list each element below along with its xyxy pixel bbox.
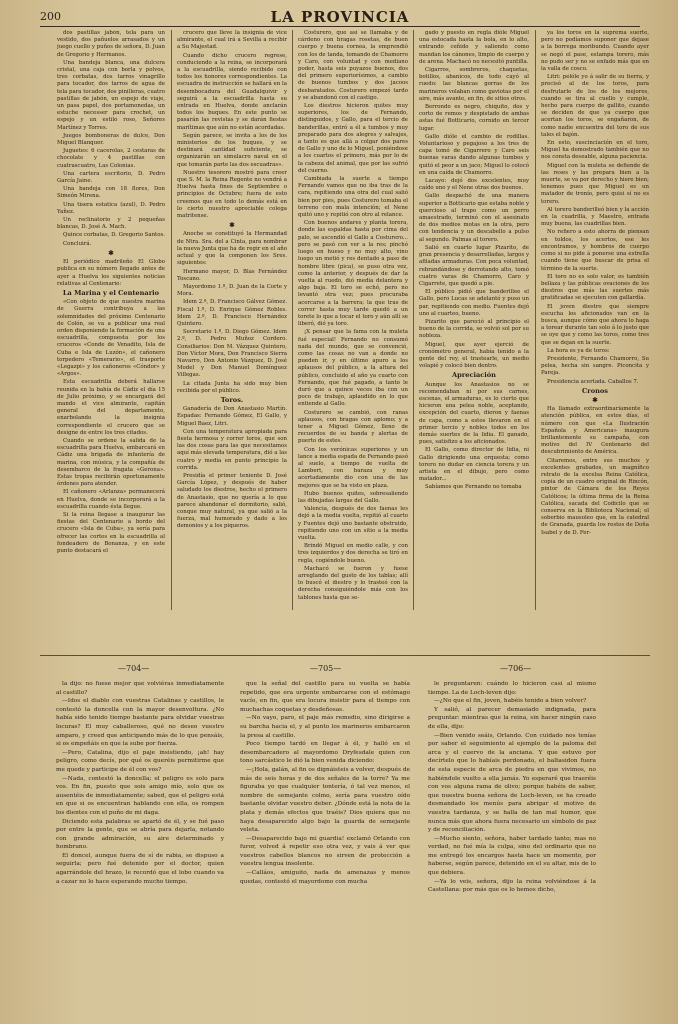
paragraph: Gallo dióle el cambio de rodillas. Voluntarioso y pegajoso a los tres de capa tomó de Cigarrero y Caro seis buenas varas dando algunas tumbos y quitó el peor a un jaco; Miguel lo colocó en una caída de Chamorro. bbox=[419, 133, 529, 176]
paragraph: Miguel, que ayer ejerció de cronómetro general, había tenido a la gente del rey, el trastearle, un medio volapié y colocó bien dentro. bbox=[419, 341, 529, 370]
paragraph: La hora es ya de toros: bbox=[547, 347, 610, 354]
folio-left: —704— bbox=[118, 664, 150, 673]
serial-paragraph: Diciendo esta palabras se apartó de él, y se fué paso por entre la gente, que se abría para dejarla, notando con grande admiración, su aire determinado y hombruno. bbox=[56, 818, 224, 851]
paragraph: Anoche se constituyó la Hermandad de Ntra. Sra. del a Cinta, para nombrar la nueva Junta que ha de regir en el año actual y que la componen los Sres. siguientes: bbox=[177, 231, 287, 267]
column-divider bbox=[413, 30, 414, 610]
article-column-1 bbox=[57, 30, 165, 615]
serial-paragraph: —Bien venido seáis, Orlando. Con cuidado nos tenías por saber el seguimiento al ejemplo de la paloma del arca y el cuervo de la anciana. Y que estuvo por decírtelo que lo habíais perdonado, el baltasidon fuera de esta especie de arca de piedra en que vivimos, no habiéndole vuelto a ella jamás. Yo esperaré que traeréis con vos alguna rama de olivo; porque habéis de saber, que nuestra buena señora de Loch-leven, se ha creado desmandado los menús para abrigar el motivo de vuestra tardanza, y se halla de tan mal humor, que nunca más que ahora fuera necesario un símbolo de paz y de reconciliación. bbox=[428, 732, 596, 834]
paragraph: Esta escuadrilla deberá hallarse reunida en la bahía de Cádiz el día 15 de Julio próximo, y se encargará del mando el vice almirante, capitán general del departamento, enarbolando la insignia correspondiente el crucero que se designe de entre los tres citados. bbox=[57, 379, 165, 436]
paragraph: ya los toros en la suprema suerte, pero no podíamos suponer que dejase a la borrega moribundo. Cuando ayer se negó el pase, estampa torero, más no pudo ser y no se enfado más que en la valla de cosco. bbox=[541, 30, 649, 73]
paragraph: Gallo despachó de una manera superior a Botticario que estaba noble y quercioso al trapo como un perro amaestrado, terminó con el asesinato de dos medios motas en la otra, pero con tendencia y un descabello a pulso al segundo. Palmas al torero. bbox=[419, 193, 529, 243]
paragraph: ¡X pensar que la fama con la muleta fué especial! Fernando no consumó nada del mundo, que se convenció, como las cosas no van a donde no pueden ir, y en último apuro a los aplausos del público, a la altura del público, concluido el año ya cuarto con Fernando, que fué pagado, a tanto le duró que a quince veces iba con un poco de trabajo, aplaudido en lo que entiende al Gallo. bbox=[298, 329, 408, 408]
paragraph: El toro no es solo valor, es también bellaza y las públicas ovaciones de los diestros que más las suertes más gratificadas se ejecuten con gallardía. bbox=[541, 273, 649, 302]
paragraph: Citaremos, entre sus muchos y excelentes grabados, un magnífico retrato de la excelsa Reina Católica, copia de un cuadro original de Rincón, pintor de Cámara de los Reyes Católicos; la última firma de la Reina Católica, sacada del Codicilo que se conserva en la Biblioteca Nacional; el soberbio mausoleo que, en la catedral de Granada, guarda los restos de Doña Isabel y de D. Fer- bbox=[541, 457, 649, 536]
masthead bbox=[40, 8, 640, 27]
paragraph: Con buenos andares y planta torera, donde las espaldas hasta por cima del palo, se ascendió el Gallo a Costurero... pero se pasó con ver a la res; pinchó luego en hueso y no muy alto, vino luego un metió y res dentado a paso de hombre libre (pica), se puso otra vez, como la anterior, y después de dar la vuelta al ruedo, dió media delantera y algo baja. El toro se echó, pero no levantó otra vez; pues procuraba acercarse a la barrera; la que tras de correr hasta muy tarde quedó a un torete lo que a tocar el toro y aún allí se liberó, dió ya toro. bbox=[298, 220, 408, 328]
paragraph: dos pastillas jabón, tela para un vestido, dos pañuelos arrasados y un juego cuello y puños de señora, D. Juan de Gregorio y Hermanos. bbox=[57, 30, 165, 58]
paragraph: Si la reina llegase a inaugurar las fiestas del Centenario a bordo del crucero «Isla de Cuba», ya sería para ofrecer las cortes en la escuadrilla al fondeadero de Bonanza, y en este punto destacará el bbox=[57, 512, 165, 555]
paragraph: crucero que lleve la insignia de vice almirante, el cual irá a Sevilla a recibir a Su Majestad. bbox=[177, 30, 287, 51]
paragraph: El Gallo, como director de lidia, ni Gallo dirigiendo una orquesta; como torero no dudar en ciencia torera y un artista en el dibujo, pero como matador... bbox=[419, 447, 529, 483]
paragraph: Juegos bomboneras de dulce, Don Miguel Blanquer. bbox=[57, 132, 165, 147]
paragraph: Cigarros, sombreros, chaquetas, botillos, abanicos, de todo cayó al ruedo: las blancas gorras de los marineros volaban como gaviotas por el aire, más avante, en fin, de sitios otros. bbox=[419, 67, 529, 102]
paragraph: En esto, suscinciación en el toro, Miguel ha demostrado también que no nos consta deseable, alguna paciencia. bbox=[541, 140, 649, 161]
serial-paragraph: Y salió, al parecer demasiado indignada, para preguntar: mientras que la reina, sin hacer ningún caso de ella, dijo: bbox=[428, 706, 596, 730]
column-divider bbox=[535, 30, 536, 610]
paragraph: gado y puesto en regla dióle Miguel una estocada hasta la bola, en lo alto, entrando ceñido y saliendo como mandan los cánones, limpio de cuerpo y de arena. Machacó no necesitó puntilla. bbox=[419, 30, 529, 65]
paragraph: Quince corbatas, D. Gregorio Santos. bbox=[63, 232, 165, 239]
paragraph: Pizarito que pareció al principio el bueno de la corrida, se volvió sol por su nobleza. bbox=[419, 318, 529, 340]
section-heading: ✱ bbox=[108, 248, 114, 257]
paragraph: Cambiada la suerte a tiempo Fernando vamos que no iba tras de la cara, repitiendo una otra del cual salió bien por pies, pues Costurero tomaba el terreno con mala intención; el Nene quitó uno y repitió con otro al relance. bbox=[298, 176, 408, 219]
paragraph: El joven diestro que siempre escucha los aficionados van en la busca, aunque cómo que ahora lo haga a torear durante tan solo á lo justo que se oye que y como las toros, como tres que se dejan en la suerte. bbox=[541, 303, 649, 346]
serial-paragraph: le preguntaren: cuándo lo hicieron casi al mismo tiempo. La de Loch-leven dijo: bbox=[428, 681, 596, 696]
serial-paragraph: —No vayo, paro, el paje más remedio, sino dirigirse a su barcha hacia el, y al punto los marineros embarcaron la presa al castillo. bbox=[240, 715, 410, 739]
paragraph: Con una temperatura apropiada para fiesta hermosa y correr toros, que son las dos cosas para las que necesitamos aquí más elevada temperatura, dió a las cuatro y media en punto principio la corrida. bbox=[177, 428, 287, 471]
section-divider bbox=[40, 655, 650, 656]
paragraph: Cuando se ordene la salida de la escuadrilla para Huelva, embarcará en Cádiz una brigada de infantería de marina, con música, y la compañía de desembarco de la fragata «Gerona». Estas tropas recibirán oportunamente órdenes para atender. bbox=[57, 437, 165, 488]
paragraph: Aunque los Anastasios no se recomendaban ni por sus carnes, escenas, el armaduras, es lo cierto que hicieron una pelea noble, aceptando, excepción del cuarto, dieron y faenas de capa, como a estos llevaron en el primer tercio y nobles todos en los demás suertes de la lidia. El ganado, pues, satisfizo a los aficionados. bbox=[419, 381, 529, 446]
paragraph: Machacó se fueron y fuese arreglando del gusto de los tablas; allí lo buscó el diestro y lo trasteó con la derecha consiguiéndole más con los tablones hasta que se- bbox=[298, 565, 408, 601]
paragraph: Costurero se cambió, con ranas aplausos, con bragas con aplomo; y a tener a Miguel Gómez, lleno de recuerdos de su banda y alertas de puerto de estes. bbox=[298, 409, 408, 445]
serial-paragraph: —Idos el diablo con vuestras Catalinas y castillos, le contestó la doncella con la mayor desenvoltura. ¿No había sido tenido tiempo bastante para olvidar vuestras locuras? El muy caballeroso, qué no deseo vuestro amparo, y creed que anticipando más de lo que pensáis, si os empeñáis en que la sube por fuerza. bbox=[56, 698, 224, 748]
paragraph: Berrondo es negro, chiquito, dos y corto de remos y despistado de ambas astas fué Botticario, cornido en tercer lugar. bbox=[419, 104, 529, 132]
paragraph: El público pidió que banderillee el Gallo, pero Lucas se adelantó y puso un par, repitiendo con medio. Fuentes dejó uno al cuarteo, bueno. bbox=[419, 289, 529, 317]
paragraph: Juguetes: 6 cacerolas, 2 cestaras de chocolate y 4 pastillas con cuatrascuatro, Las Colonias. bbox=[57, 148, 165, 169]
paragraph: Secretario 1.º, D. Diego Gómez. Idem 2.º, D. Pedro Muñoz Cordero. Consiliarios: Don M. Vázquez Quintero, Don Víctor Mora, Don Francisco Sierra Navarro, Don Antonio Vázquez, D. José Model y Don Manuel Domínguez Villegas. bbox=[177, 329, 287, 379]
serial-column-1 bbox=[56, 680, 224, 1010]
page-number: 200 bbox=[40, 10, 61, 23]
folio-center: —705— bbox=[310, 664, 342, 673]
paragraph: Una bandeja blanca, una dulcera cristal, una caja con borla y polvos, tres corbatas, dos tarros vinagrillo para tocador, dos tarros de agua de tela para tocador, dos pinilleras, cuatro pastillas de jabón, un espejo de viaje, un pasa papel, dos portamonedas, un estuche necesser para crochet, un espejo y un estilo roso, Señores Martínez y Torres. bbox=[57, 59, 165, 131]
serial-paragraph: —¡Hola, galán, al fin os dignáisteis a volver, después de más de seis horas y de dos señales de la torre? Ya me figuraba yo que cualquier tontería, ó tal vez menos, el nombre de semejante colmo, sería para vuestro oído bastante olvidar vuestro deber. ¿Dónde está la nota de la plata y demás efectos que traéis? Dios quiera que no haya desaparecido algo bajo la guarda de semejante veleta. bbox=[240, 766, 410, 834]
paragraph: Hermano mayor, D. Blas Fernández Toscano. bbox=[177, 268, 287, 282]
section-heading: ✱ bbox=[229, 221, 235, 230]
serial-paragraph: El doncel, aunque fuera de sí de rabia, se dispuso a seguirla; pero fué detenido por el doctor, quien agarrándole del brazo, le recordó que el lobo cuando va a cazar no lo hace esperando mucho tiempo. bbox=[56, 852, 224, 885]
paragraph: El cañonero «Arlanza» permanecerá en Huelva, donde se incorporará a la escuadrilla cuando ésta llegue. bbox=[57, 489, 165, 510]
paragraph: Cuando dicho crucero regrese, conduciendo a la reina, se incorporará a la escuadrilla, siendo recibido con todos los honores correspondientes. La escuadra de instrucción se hallará en la desembocadura del Guadalquivir y seguirá a la escuadrilla hasta su entrada en Huelva, donde anclarán todos los buques. En este punto se pasarán las revistas y se darán fiestas marítimas que aún no están acordadas. bbox=[177, 52, 287, 131]
paragraph: Ha llamado extraordinariamente la atención pública, en estos días, el número con que «La Ilustración Española y Americana» inaugura brillantemente su campaña, con motivo del IV Centenario del descubrimiento de América. bbox=[541, 406, 649, 456]
paragraph: Concluirá. bbox=[63, 240, 92, 247]
paragraph: Litri: pelóle yo á salir de su tierra, y precisó al de los toros, para desfrutarle de los de los mejores, cuando se tira al cuello y cumple, hecho para cuerpo de gallito, cuando se deciden de que ya cuerpo que acertan los toros, se engañaron, de como nadie encuentra del toro de sus tales el bajón. bbox=[541, 74, 649, 138]
folio-right: —706— bbox=[500, 664, 532, 673]
paragraph: Lacayo: dejó dos excelentes, muy caído uno y el Nene otras dos buenos. bbox=[419, 178, 529, 192]
section-heading: Cronos bbox=[581, 386, 609, 395]
paragraph: Costurero, que así se llamaba y de cárdeno con bragas rosetas, de buen cuerpo y buena cornea, la emprendió con los de tanda, tomando de Chamorro y Caro, con voluntad y con mediano poder, hasta seis puyazos buenos, dos del primero superiorísimos, a cambio de buenos tumbos y dos jacoos desbaratados. Costurero empezó tardo y se abandonó con el castigo. bbox=[298, 30, 408, 101]
paragraph: Sabíamos que Fernando no tomaba bbox=[425, 484, 522, 491]
article-column-3 bbox=[298, 30, 408, 615]
article-column-5 bbox=[541, 30, 649, 615]
paragraph: Salió en cuarto lugar Pizarito, de gran presencia y desarrolladas, largos y afiladas armaduras. Con poca voluntad, rebrandándose y derrotando alto, tomó cuatro varas de Chamorro, Caro y Cigarrete, que quedó a pie. bbox=[419, 244, 529, 287]
column-divider bbox=[171, 30, 172, 610]
article-column-4 bbox=[419, 30, 529, 615]
paragraph: «Con objeto de que nuestra marina de Guerra contribuya a las solemnidades del próximo Centenario de Colón, se va a publicar una real orden disponiendo la formación de una escuadrilla, compuesta por los cruceros «Conde de Venadito, Isla de Cuba e Isla de Luzón», el cañonero torpedero «Temerario», el trasporte «Legazpi» y los cañoneros «Cóndor» y «Argos». bbox=[57, 299, 165, 378]
paragraph: Idem 2.º, D. Francisco Gálvez Gómez. Fiscal 1.º, D. Enrique Gómez Robles. Idem 2.º, D. Francisco Hernández Quintero. bbox=[177, 299, 287, 327]
serial-paragraph: Poco tiempo tardó en llegar á él, y halló en el desembarcadero al mayordomo Dryfesdale quien con tono sarcástico le dió la bien venida diciendo: bbox=[240, 741, 410, 765]
section-heading: La Marina y el Centenario bbox=[62, 288, 160, 297]
paragraph: Mayordomo 1.º, D. Juan de la Corte y Mora. bbox=[177, 283, 287, 298]
paragraph: Presidía el primer teniente D. José García López, y después de haber saludado los diestros, hecho el primero de Anastasio, que no quería a lo que parece abandonar el dormitorio, salió, conque muy natural, ya que salió a la fuerza, mal humorado y dado a los demonios y a los piqueros. bbox=[177, 472, 287, 530]
paragraph: Los diestros hicieron quites muy superiores, los de Fernando, distinguidos, y Gallo, para el tercio de banderillas, entró a él a tumbos y muy preparado para dos alegres y salvajes, a tanto es que allá a colgar dos pares de Gallo y uno de lo Miguel, poniéndose a los cuartos el primero, más por lo de la cabeza del animal, que por las sufrió del cuerno. bbox=[298, 103, 408, 174]
serial-paragraph: —¿No que el fin, joven, habéis tenido a bien volver? bbox=[434, 698, 587, 705]
paragraph: Según parece, se invita a los de los ministerios de los buques, y se destinará cantidad suficiente, se organizarán un simulacro naval en el que tomarán parte las dos escuadras». bbox=[177, 132, 287, 168]
paragraph: Nuestro tesorero mostró para creer que S. M. la Reina Regente no vendrá a Huelva hasta fines de Septiembre o principios de Octubre; fuera de esto creemos que en todo lo demás está en lo cierto nuestro apreciable colega matritense. bbox=[177, 169, 287, 220]
serial-paragraph: la dijo: no fuese mejor que volviéras inmediatamente al castillo? bbox=[56, 681, 224, 696]
article-column-2 bbox=[177, 30, 287, 615]
paragraph: Brindó Miguel en medio calle, y con tres izquierdos y dos derecha se tiró en regla, cogiéndole bueno. bbox=[298, 543, 408, 564]
serial-paragraph: —Pero, Catalina, dijo el paje insistiendo, ¡ah! hay peligro, como decís, por qué os queréis permitirme que me quede y participe de él con vos? bbox=[56, 749, 224, 773]
newspaper-title: LA PROVINCIA bbox=[270, 8, 410, 26]
paragraph: Presidencia acertada. Caballos 7. bbox=[547, 378, 639, 385]
paragraph: Un reclinatorio y 2 pequeñas blancas, D. José A. Mach. bbox=[57, 217, 165, 231]
paragraph: Una bandeja con 18 flores, Don Simeón Mirena. bbox=[57, 186, 165, 200]
serial-paragraph: —Nada, contestó la doncella; el peligro es solo para vos. En fin, puesto que sois amigo mío, solo que os ausentéis de inmediatamente; sabed, que el peligro está en que si os encuentran hablando con ella, os rompen los dientes con el puño de mi daga. bbox=[56, 775, 224, 816]
column-divider bbox=[292, 30, 293, 610]
paragraph: El periódico madrileño El Globo publica en su número llegado antes de ayer a Huelva los siguientes noticias relativas al Centenario: bbox=[57, 259, 165, 287]
serial-paragraph: —Desaparecido bajo mi guardia! exclamó Orlando con furor, volved á repetir eso otra vez, y vais á ver que vuestros cabellos blancos no sirven de protección a vuestra lengua insolente. bbox=[240, 835, 410, 868]
section-heading: Toros. bbox=[220, 395, 244, 404]
paragraph: Ganadería de Don Anastasio Martín. Espadas: Fernando Gómez, El Gallo, y Miguel Baez, Litri. bbox=[177, 406, 287, 427]
paragraph: La citada Junta ha sido muy bien recibida por el público. bbox=[177, 380, 287, 394]
paragraph: Con los verónicas superiores y un lance a media espada de Fernando pasó al suelo, a tiempo de vuelta de Lambert, con baraza y muy acertadamente dio con una de las mejores que se ha visto en plaza. bbox=[298, 446, 408, 489]
paragraph: Miguel con la muleta se defiende de las reses y las prepara bien a la muerte, se va por derecho y hiere bien; tenemos pues que Miguel es un matador de tronío, pero quisi sí no es torero. bbox=[541, 162, 649, 205]
paragraph: Al torero banderilleó bien y la acción en la cuadrilla, y Maestro, entrada muy buena, las cuadrillas bien. bbox=[541, 206, 649, 228]
serial-paragraph: —Mucho siento, señora, haber tardado tanto; mas no verdad, no fué mía la culpa, sino del ordinario que no me entregó los encargos hasta hace un momento, por haberse, según parece, detenido en el su altar, mis de lo que debiera. bbox=[428, 835, 596, 877]
serial-paragraph: —Ya lo veis, señora, dijo la reina volviéndose á la Castellana: por más que os lo hemos dicho, bbox=[428, 878, 596, 894]
serial-column-2 bbox=[240, 680, 410, 1010]
serial-paragraph: —Calláos, amiguito, nada de amenazas y menos quedas, contestó el mayordomo con mucha bbox=[240, 870, 410, 885]
paragraph: Presidente, Fernando Chamorro, Su pelea, hecha sin sangre. Piconcita y Pareja. bbox=[541, 355, 649, 377]
serial-paragraph: que la señal del castillo para su vuelta se había repetido, que era urgente embarcarse con el estómago vacío, en fin, que era locura insistir para el tiempo con muchachas coquetas y desdeñosas. bbox=[240, 681, 410, 713]
section-heading: ✱ bbox=[592, 395, 598, 404]
paragraph: Hubo buenos quites, sobresaliendo las dibujadas largas del Gallo. bbox=[298, 490, 408, 504]
paragraph: Valencia, después de dos faenas les dejó a la media vuelta, repitió al cuarto y Fuentes dejó uno bastante obstruido, repitiendo uno con un sitio a la media vuelta. bbox=[298, 506, 408, 542]
paragraph: Una cartera escritorio, D. Pedro García Jaine. bbox=[57, 170, 165, 185]
section-heading: Apreciación bbox=[452, 371, 496, 380]
paragraph: Una tisera estatica (azul), D. Pedro Yañez. bbox=[57, 201, 165, 215]
paragraph: No refiero a esto ahorra de piensan en toldos, los acertos, ese les encontramos, y hombros de cuerpo como si no pide á ponerse una estrella cuando tiene que buscar de prisa el término de la suerte. bbox=[541, 229, 649, 272]
